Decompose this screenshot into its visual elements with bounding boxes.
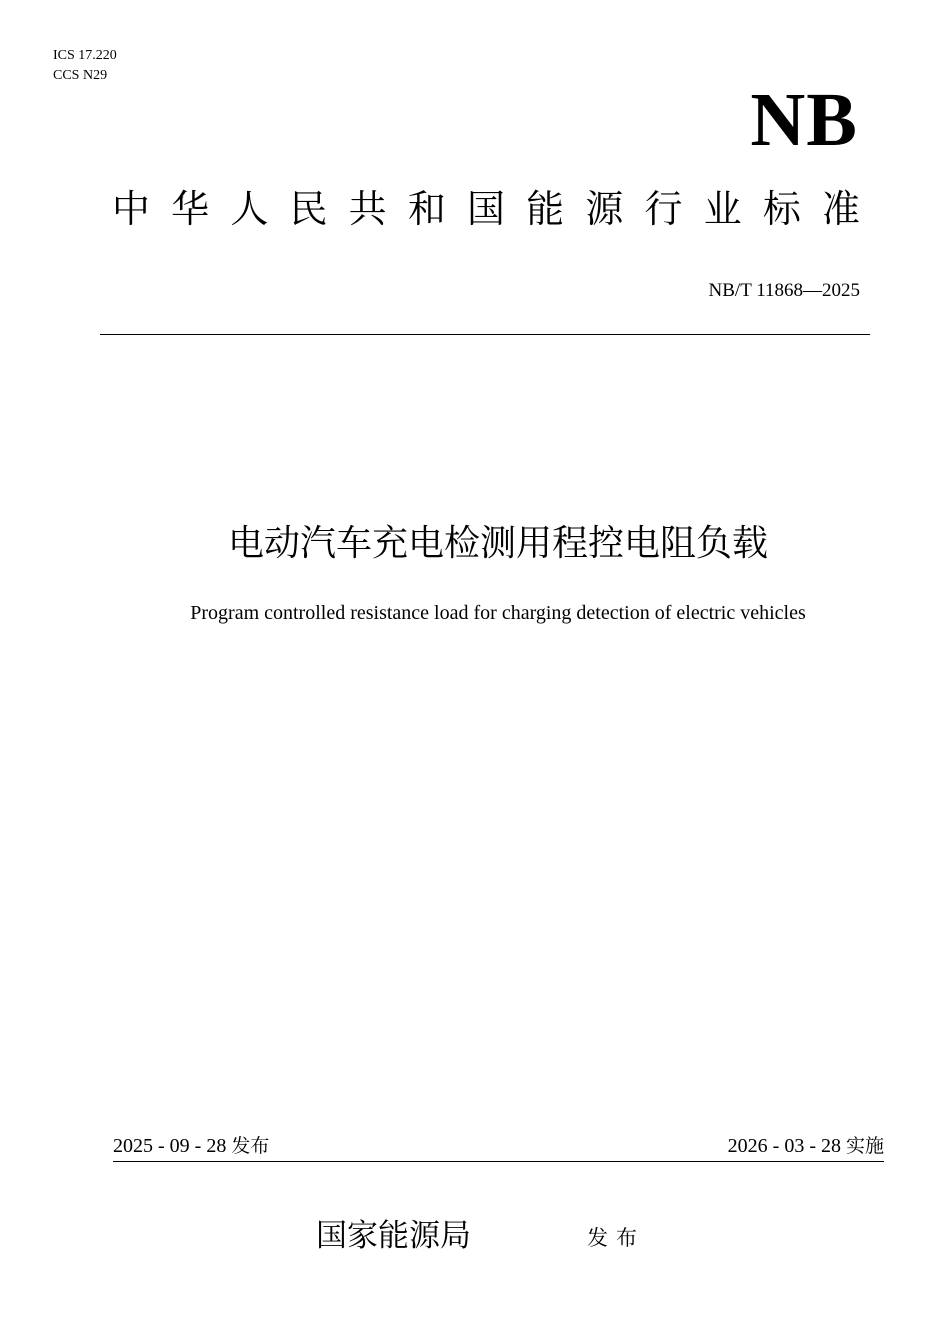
issue-label: 发布 xyxy=(231,1135,270,1157)
implement-label: 实施 xyxy=(845,1135,884,1157)
document-title-zh: 电动汽车充电检测用程控电阻负载 xyxy=(227,523,768,564)
header-divider xyxy=(100,334,870,335)
implement-date-block xyxy=(728,1131,884,1161)
nb-standard-mark: NB xyxy=(750,78,858,162)
standard-type-heading: 中华人民共和国能源行业标准 xyxy=(112,187,860,231)
issue-date: 2025 - 09 - 28 xyxy=(113,1135,227,1157)
implement-date: 2026 - 03 - 28 xyxy=(727,1135,841,1157)
issuing-authority: 国家能源局 xyxy=(316,1218,471,1254)
date-row xyxy=(113,1131,884,1161)
issue-date-block xyxy=(113,1131,269,1161)
document-title-en: Program controlled resistance load for charging detection of electric vehicles xyxy=(190,602,806,624)
footer-divider xyxy=(113,1161,884,1162)
issue-word: 发布 xyxy=(587,1226,645,1250)
classification-codes xyxy=(53,46,117,86)
standard-number: NB/T 11868—2025 xyxy=(708,280,860,301)
ccs-code: CCS N29 xyxy=(53,68,108,83)
ics-code: ICS 17.220 xyxy=(53,48,117,63)
